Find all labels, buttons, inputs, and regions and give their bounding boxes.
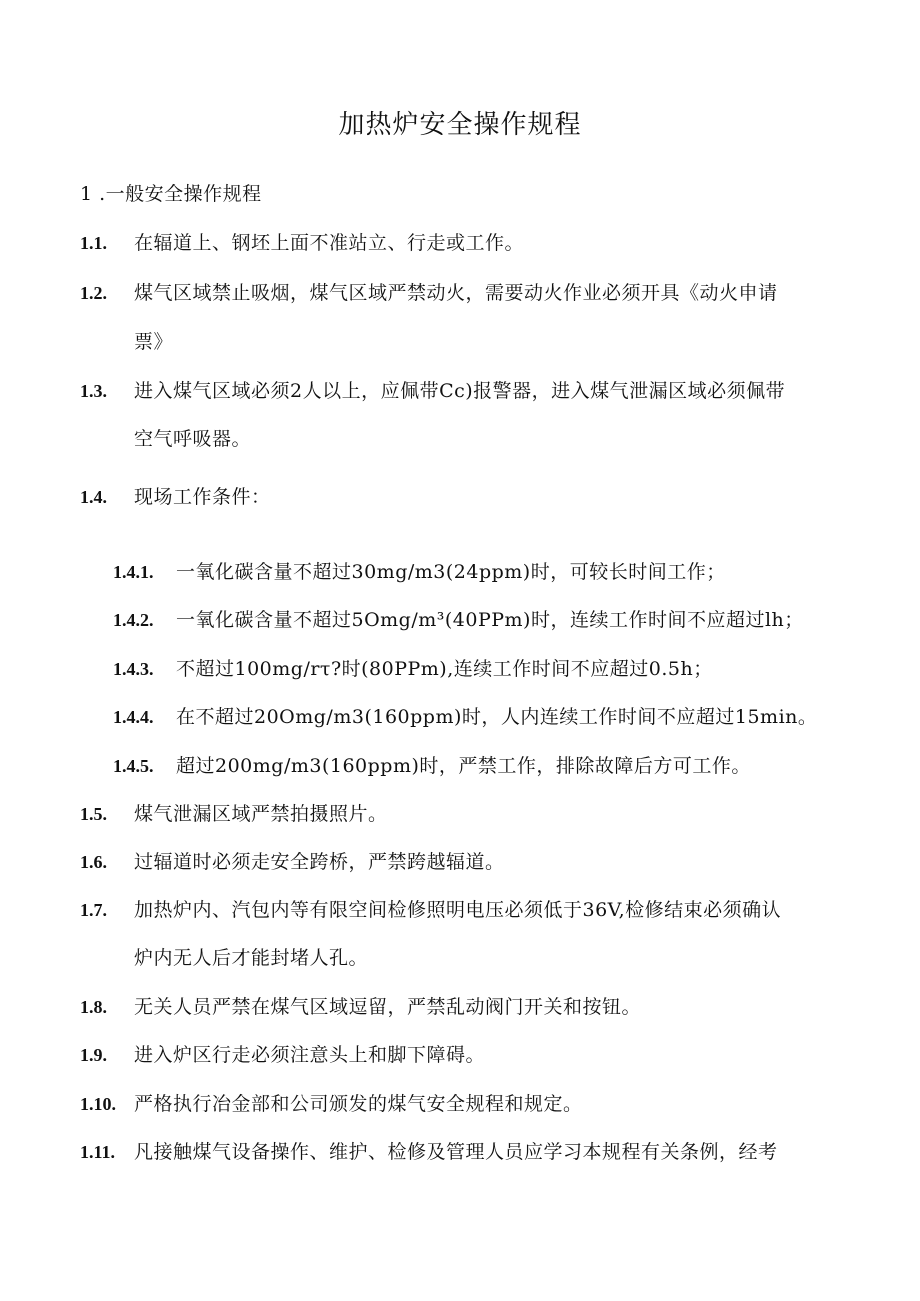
item-text-continuation: 空气呼吸器。 (134, 428, 252, 450)
item-text: 在不超过20Omg/m3(160ppm)时，人内连续工作时间不应超过15min。 (176, 706, 818, 728)
item-text: 一氧化碳含量不超过30mg∕m3(24ppm)时，可较长时间工作； (176, 561, 726, 583)
item-text: 过辐道时必须走安全跨桥，严禁跨越辐道。 (134, 851, 505, 873)
item-number: 1.3. (80, 381, 107, 401)
item-number: 1.4.3. (113, 659, 154, 679)
item-number: 1.4.4. (113, 707, 154, 727)
item-text: 煤气区域禁止吸烟，煤气区域严禁动火，需要动火作业必须开具《动火申请 (134, 282, 778, 304)
item-text: 严格执行冶金部和公司颁发的煤气安全规程和规定。 (134, 1093, 583, 1115)
item-number: 1.6. (80, 852, 107, 872)
item-number: 1.9. (80, 1045, 107, 1065)
item-number: 1.4.5. (113, 756, 154, 776)
item-text-continuation: 票》 (134, 331, 174, 353)
item-text: 一氧化碳含量不超过5Omg/m³(40PPm)时，连续工作时间不应超过lh； (176, 609, 804, 631)
item-text: 超过200mg∕m3(160ppm)时，严禁工作，排除故障后方可工作。 (176, 755, 751, 777)
section-heading-text: 1 .一般安全操作规程 (80, 183, 262, 205)
item-text: 加热炉内、汽包内等有限空间检修照明电压必须低于36V,检修结束必须确认 (134, 899, 782, 921)
item-number: 1.4.1. (113, 562, 154, 582)
item-text: 无关人员严禁在煤气区域逗留，严禁乱动阀门开关和按钮。 (134, 996, 642, 1018)
item-text: 进入炉区行走必须注意头上和脚下障碍。 (134, 1044, 486, 1066)
item-number: 1.4.2. (113, 610, 154, 630)
item-text: 进入煤气区域必须2人以上，应佩带Cc)报警器，进入煤气泄漏区域必须佩带 (134, 380, 786, 402)
page-title: 加热炉安全操作规程 (338, 110, 582, 140)
item-number: 1.2. (80, 283, 107, 303)
item-text: 不超过100mg/rτ?时(80PPm),连续工作时间不应超过0.5h； (176, 658, 713, 680)
item-text-continuation: 炉内无人后才能封堵人孔。 (134, 947, 369, 969)
item-number: 1.11. (80, 1142, 116, 1162)
item-number: 1.10. (80, 1094, 116, 1114)
item-number: 1.7. (80, 900, 107, 920)
item-text: 现场工作条件： (134, 486, 271, 508)
item-text: 煤气泄漏区域严禁拍摄照片。 (134, 803, 388, 825)
item-text: 凡接触煤气设备操作、维护、检修及管理人员应学习本规程有关条例，经考 (134, 1141, 778, 1163)
item-number: 1.5. (80, 804, 107, 824)
item-number: 1.4. (80, 487, 107, 507)
item-text: 在辐道上、钢坯上面不准站立、行走或工作。 (134, 232, 525, 254)
item-number: 1.1. (80, 233, 107, 253)
item-number: 1.8. (80, 997, 107, 1017)
